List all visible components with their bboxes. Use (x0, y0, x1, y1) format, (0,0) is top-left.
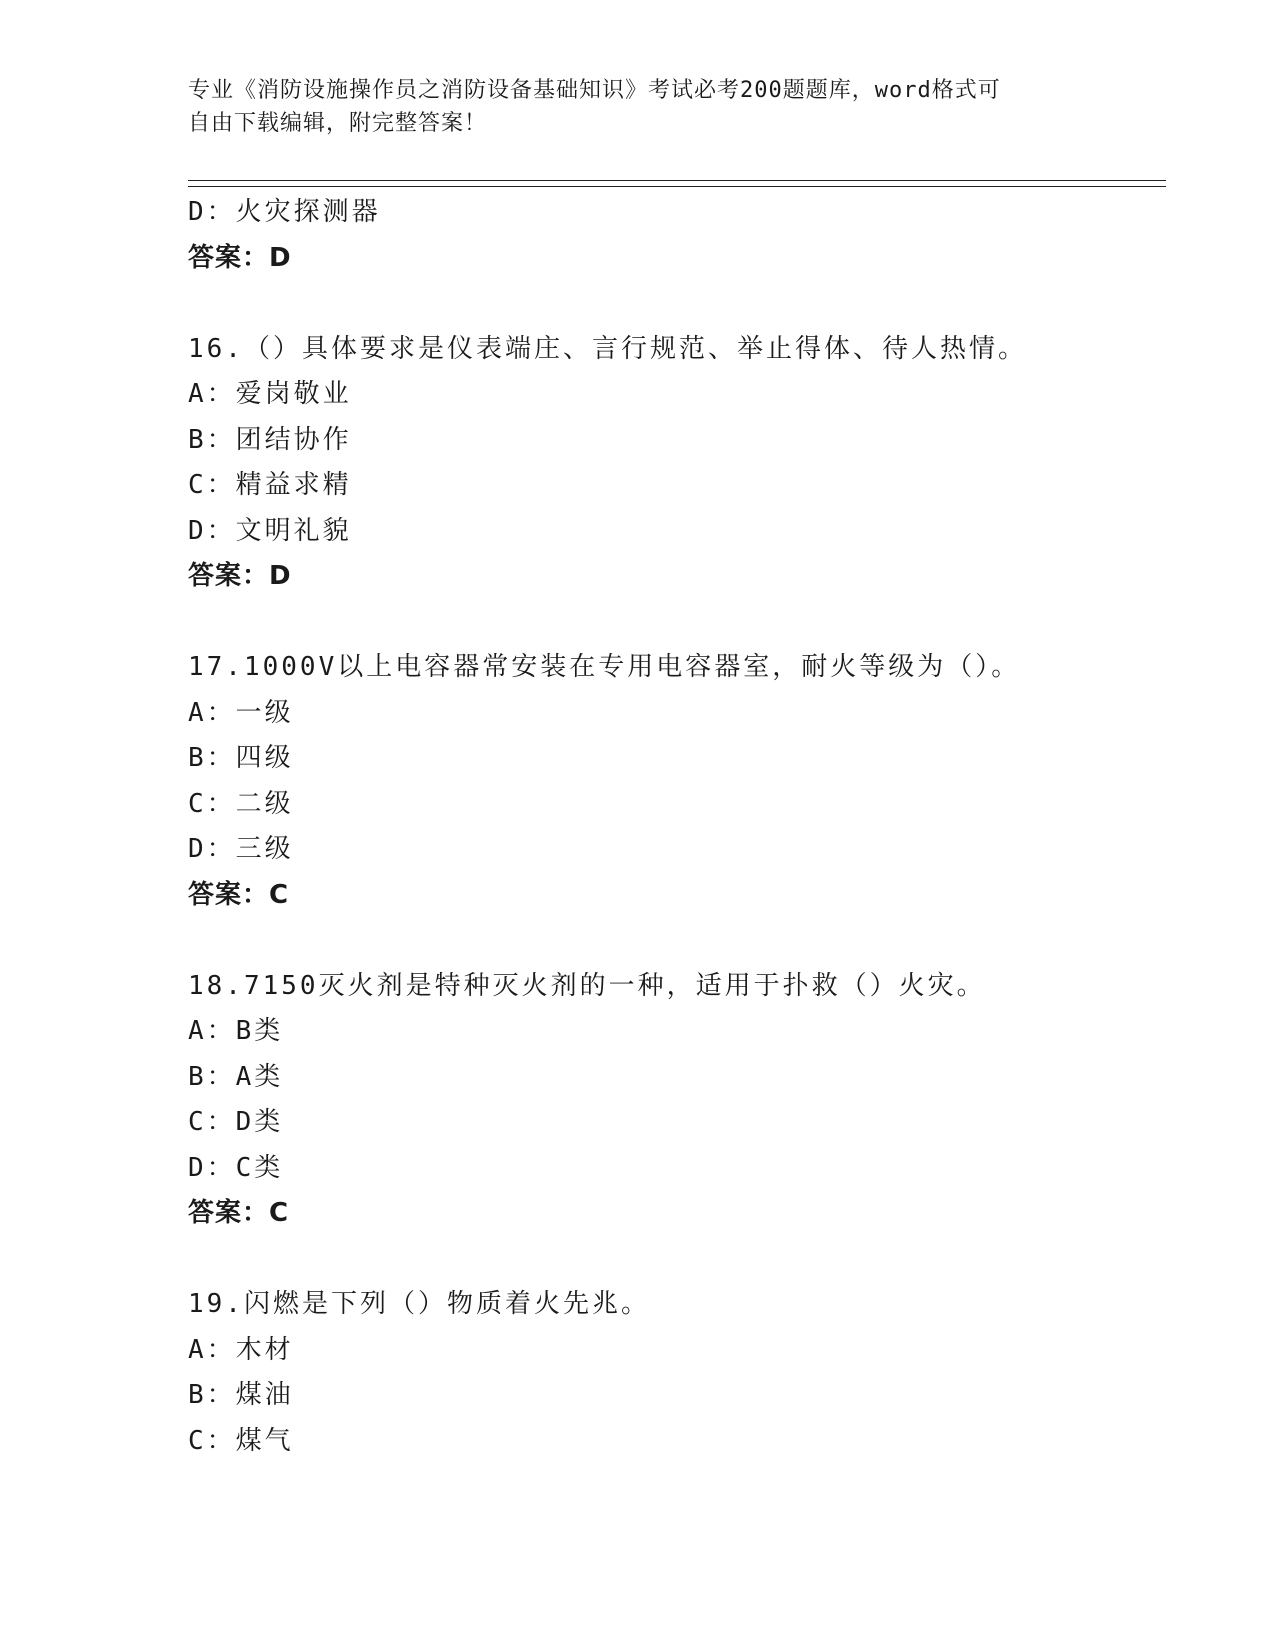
option-c: C：二级 (188, 788, 294, 819)
header-line-1: 专业《消防设施操作员之消防设备基础知识》考试必考200题题库，word格式可 (188, 78, 1001, 103)
spacer (188, 281, 1168, 327)
question-stem-19: 19.闪燃是下列（）物质着火先兆。 (188, 1289, 650, 1319)
option-d: D：C类 (188, 1152, 284, 1183)
spacer (188, 600, 1168, 646)
spacer (188, 1237, 1168, 1283)
option-c: C：精益求精 (188, 470, 352, 500)
option-b: B：团结协作 (188, 424, 352, 455)
question-stem-16: 16.（）具体要求是仪表端庄、言行规范、举止得体、待人热情。 (188, 333, 1027, 364)
answer-line: 答案：C (188, 1198, 290, 1228)
option-d: D：文明礼貌 (188, 515, 352, 546)
option-c: C：煤气 (188, 1425, 294, 1456)
question-list (188, 190, 1168, 1464)
answer-line: 答案：D (188, 561, 292, 591)
option-a: A：B类 (188, 1016, 284, 1046)
question-stem-18: 18.7150灭火剂是特种灭火剂的一种，适用于扑救（）火灾。 (188, 970, 986, 1001)
answer-line: 答案：C (188, 879, 290, 910)
option-b: B：煤油 (188, 1380, 294, 1410)
header-line-2: 自由下载编辑，附完整答案！ (188, 111, 488, 136)
option-d: D：火灾探测器 (188, 197, 381, 227)
option-a: A：爱岗敬业 (188, 379, 352, 409)
option-a: A：木材 (188, 1334, 294, 1365)
option-a: A：一级 (188, 697, 294, 728)
header-divider (188, 180, 1166, 187)
answer-line: 答案：D (188, 242, 292, 273)
option-c: C：D类 (188, 1107, 284, 1137)
option-d: D：三级 (188, 834, 294, 864)
question-stem-17: 17.1000V以上电容器常安装在专用电容器室，耐火等级为（）。 (188, 652, 1021, 682)
spacer (188, 918, 1168, 964)
option-b: B：四级 (188, 743, 294, 773)
option-b: B：A类 (188, 1061, 284, 1092)
document-header (188, 74, 1088, 140)
